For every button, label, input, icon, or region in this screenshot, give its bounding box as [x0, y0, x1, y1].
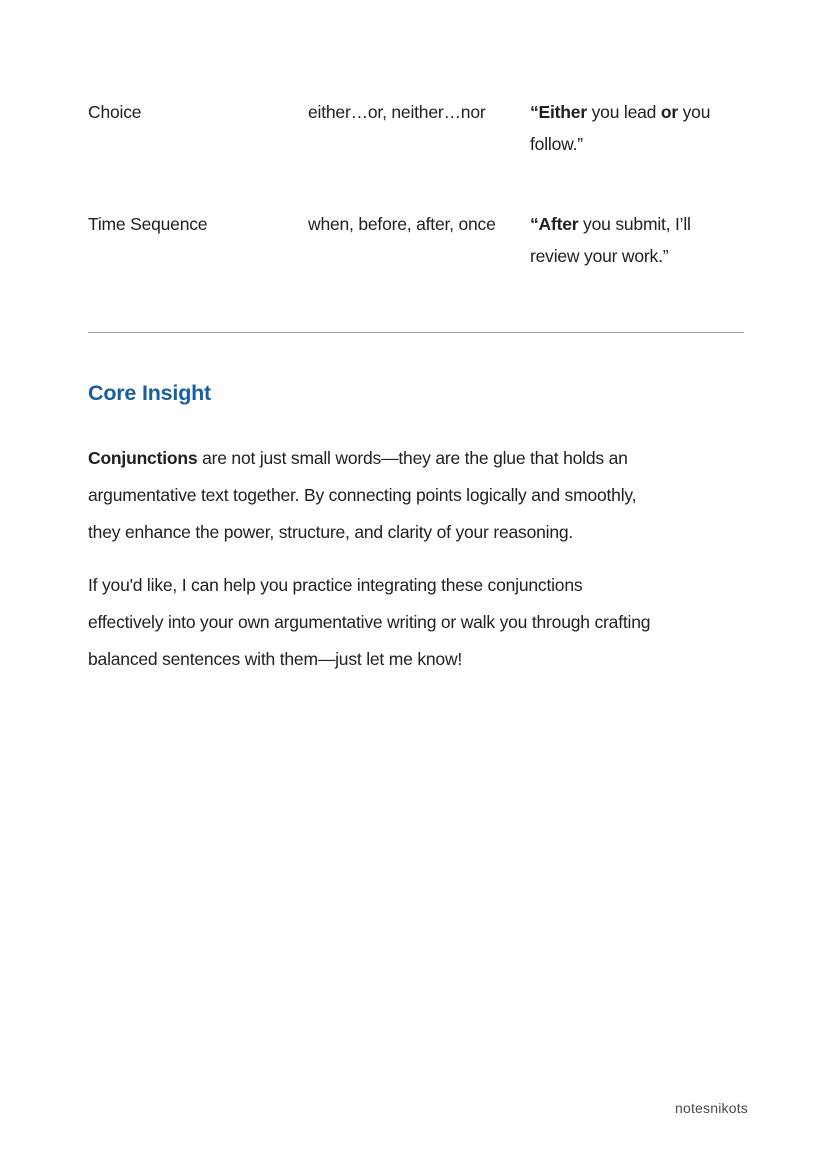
paragraph-practice-offer	[88, 567, 744, 678]
paragraph-line	[88, 440, 744, 477]
example-text-segment: you submit, I’ll	[578, 214, 691, 234]
example-bold-word: or	[660, 102, 678, 122]
core-insight-heading: Core Insight	[88, 381, 212, 405]
example-bold-word: “After	[530, 214, 579, 234]
section-divider	[88, 332, 744, 333]
example-line-2: review your work.”	[530, 246, 669, 266]
paragraph-line: argumentative text together. By connecting points logically and smoothly,	[88, 485, 637, 505]
paragraph-text-segment: are not just small words—they are the glue that holds an	[197, 448, 628, 468]
example-line-1	[530, 208, 744, 240]
bold-lead-word: Conjunctions	[88, 448, 198, 468]
paragraph-line: effectively into your own argumentative writing or walk you through crafting	[88, 612, 651, 632]
example-line-2: follow.”	[530, 134, 583, 154]
conjunction-type-cell: Choice	[88, 102, 142, 122]
paragraph-line: balanced sentences with them—just let me know!	[88, 649, 463, 669]
example-line-1	[530, 96, 744, 128]
conjunction-words-cell: when, before, after, once	[308, 214, 496, 234]
conjunction-table	[88, 96, 744, 272]
example-cell	[530, 96, 744, 160]
conjunction-type-cell: Time Sequence	[88, 214, 208, 234]
paragraph-line: they enhance the power, structure, and clarity of your reasoning.	[88, 522, 574, 542]
example-bold-word: “Either	[530, 102, 587, 122]
example-text-segment: you	[677, 102, 711, 122]
example-text-segment: you lead	[586, 102, 661, 122]
conjunction-words-cell: either…or, neither…nor	[308, 102, 486, 122]
table-row-choice	[88, 96, 744, 160]
table-row-time-sequence	[88, 208, 744, 272]
brand-watermark: notesnikots	[674, 1100, 748, 1116]
paragraph-conjunctions-glue	[88, 440, 744, 551]
example-cell	[530, 208, 744, 272]
paragraph-line: If you'd like, I can help you practice integrating these conjunctions	[88, 575, 583, 595]
